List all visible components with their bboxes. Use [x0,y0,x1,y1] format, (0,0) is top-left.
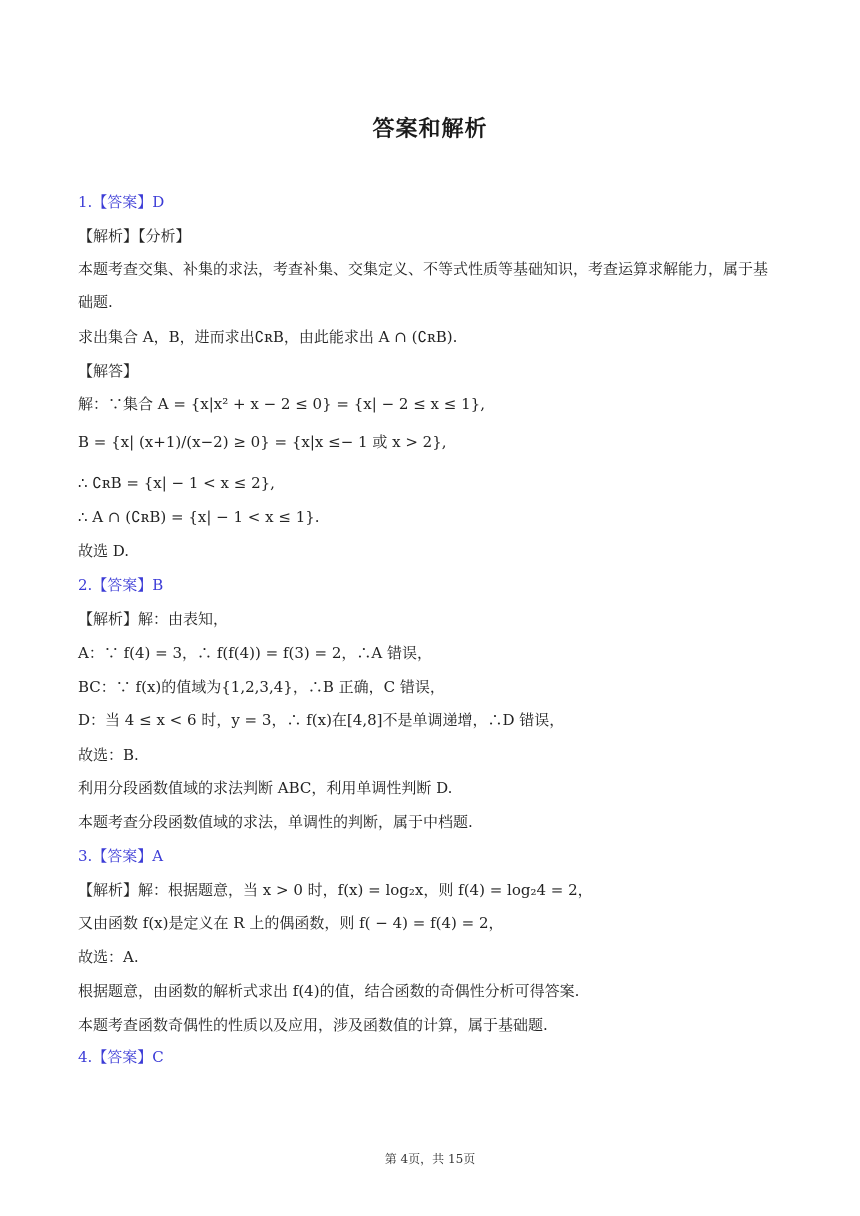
answer-heading: 2.【答案】B [78,576,164,594]
text-line: 本题考查交集、补集的求法，考查补集、交集定义、不等式性质等基础知识，考查运算求解能力，属于基 [78,260,769,278]
text-line: 【解析】解：由表知， [78,610,229,628]
text-line: 本题考查分段函数值域的求法，单调性的判断，属于中档题. [78,813,473,831]
text-line: A：∵ f(4) = 3，∴ f(f(4)) = f(3) = 2，∴A 错误， [78,644,433,662]
text-line: BC：∵ f(x)的值域为{1,2,3,4}，∴B 正确，C 错误， [78,678,445,696]
text-line: D：当 4 ≤ x < 6 时，y = 3，∴ f(x)在[4,8]不是单调递增，∴D 错误， [78,711,565,729]
text-line: 本题考查函数奇偶性的性质以及应用，涉及函数值的计算，属于基础题. [78,1016,548,1034]
text-line: 利用分段函数值域的求法判断 ABC，利用单调性判断 D. [78,779,453,797]
text-line: 求出集合 A，B，进而求出∁ʀB，由此能求出 A ∩ (∁ʀB). [78,328,458,346]
text-line: 又由函数 f(x)是定义在 R 上的偶函数，则 f( − 4) = f(4) = 2， [78,914,504,932]
text-line: 故选：B. [78,746,139,764]
text-line: 故选：A. [78,948,139,966]
answer-heading: 1.【答案】D [78,193,165,211]
answer-heading: 4.【答案】C [78,1048,164,1066]
text-line: 故选 D. [78,542,130,560]
text-line: B = {x| (x+1)/(x−2) ≥ 0} = {x|x ≤− 1 或 x > 2}, [78,433,447,451]
answer-heading: 3.【答案】A [78,847,164,865]
text-line: ∴ ∁ʀB = {x| − 1 < x ≤ 2}, [78,474,275,492]
page-footer: 第 4页，共 15页 [384,1152,476,1166]
text-line: ∴ A ∩ (∁ʀB) = {x| − 1 < x ≤ 1}. [78,508,320,526]
text-line: 【解答】 [78,362,139,380]
text-line: 根据题意，由函数的解析式求出 f(4)的值，结合函数的奇偶性分析可得答案. [78,982,580,1000]
text-line: 【解析】【分析】 [78,227,191,245]
text-line: 础题. [78,293,113,311]
text-line: 【解析】解：根据题意，当 x > 0 时，f(x) = log₂x，则 f(4) = log₂4 = 2， [78,881,593,899]
page-title: 答案和解析 [372,117,488,142]
text-line: 解：∵集合 A = {x|x² + x − 2 ≤ 0} = {x| − 2 ≤ x ≤ 1}, [78,395,485,413]
